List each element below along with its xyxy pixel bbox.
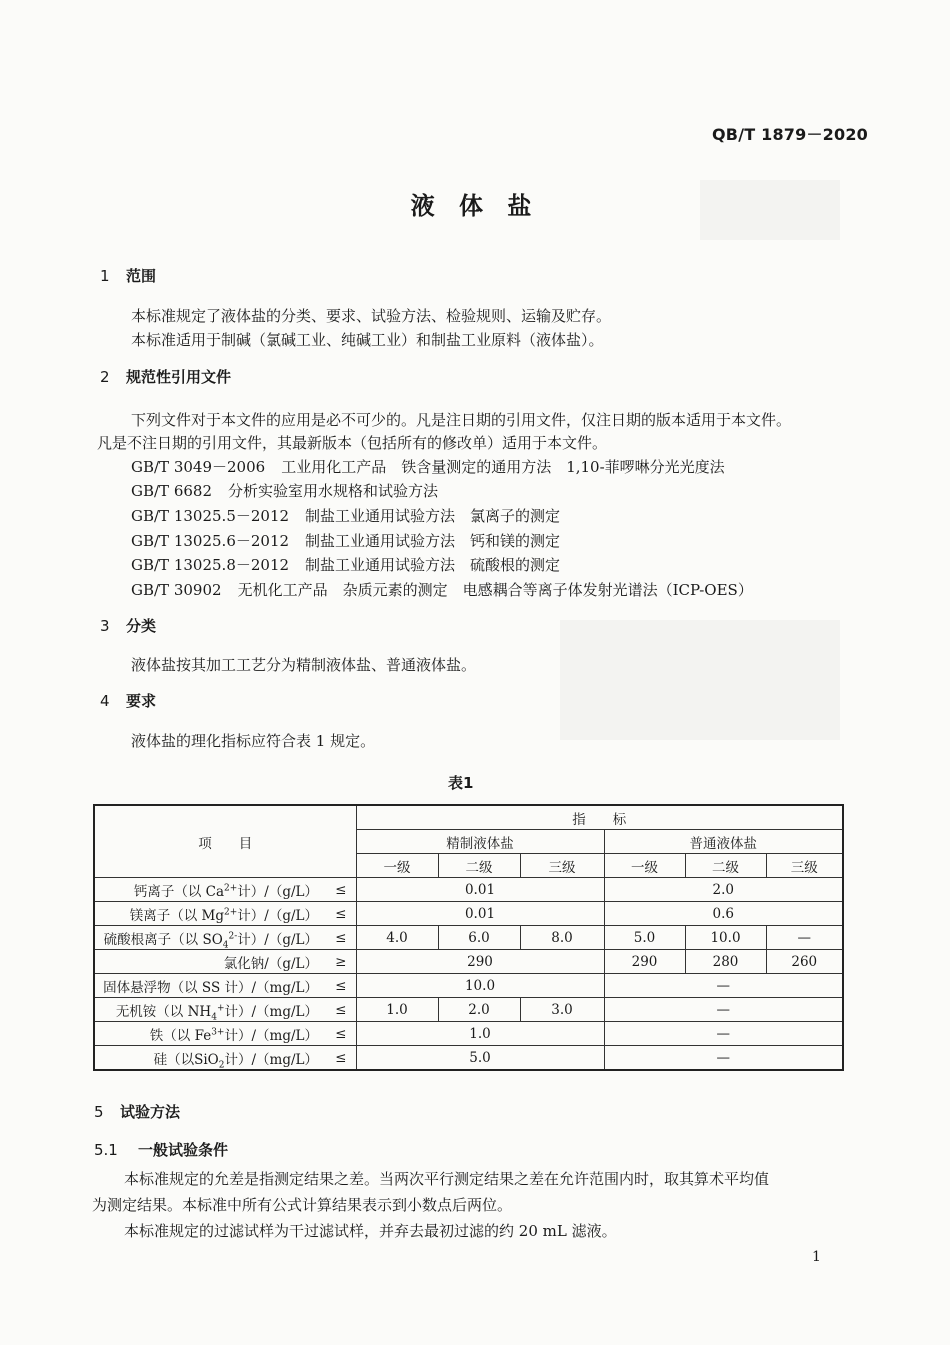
section-2-para-1a: 下列文件对于本文件的应用是必不可少的。凡是注日期的引用文件，仅注日期的版本适用于本文件。: [131, 411, 792, 429]
cell: 1.0: [356, 1022, 604, 1046]
table-row: [94, 974, 843, 998]
bleed-through: [560, 620, 840, 740]
grade-header: 二级: [438, 854, 520, 878]
row-operator: ≤: [326, 1022, 356, 1046]
table-row: [94, 878, 843, 902]
reference-item: GB/T 13025.8－2012 制盐工业通用试验方法 硫酸根的测定: [131, 556, 561, 574]
cell: —: [604, 998, 843, 1022]
section-2-para-1b: 凡是不注日期的引用文件，其最新版本（包括所有的修改单）适用于本文件。: [97, 434, 608, 452]
cell: —: [766, 926, 843, 950]
table-row: [94, 1022, 843, 1046]
cell: —: [604, 1022, 843, 1046]
spec-table: [93, 804, 844, 1071]
standard-number: QB/T 1879－2020: [712, 125, 868, 144]
table-header-row: [94, 805, 843, 830]
ordinary-header: 普通液体盐: [604, 830, 843, 854]
refined-header: 精制液体盐: [356, 830, 604, 854]
cell: 2.0: [438, 998, 520, 1022]
section-5-1-para-1a: 本标准规定的允差是指测定结果之差。当两次平行测定结果之差在允许范围内时，取其算术平均值: [124, 1170, 770, 1188]
cell: —: [604, 1046, 843, 1071]
section-1-para-1: 本标准规定了液体盐的分类、要求、试验方法、检验规则、运输及贮存。: [131, 307, 612, 325]
cell: 3.0: [520, 998, 604, 1022]
cell: 10.0: [685, 926, 766, 950]
row-label: 固体悬浮物（以 SS 计）/（mg/L）: [94, 974, 326, 998]
row-label: 硅（以SiO$_2$计）/（mg/L）: [94, 1046, 326, 1071]
row-operator: ≤: [326, 926, 356, 950]
row-operator: ≤: [326, 878, 356, 902]
cell: 290: [604, 950, 685, 974]
cell: 0.6: [604, 902, 843, 926]
row-label: 钙离子（以 $Ca^{2+}$计）/（g/L）: [94, 878, 326, 902]
row-operator: ≤: [326, 1046, 356, 1071]
reference-item: GB/T 13025.6－2012 制盐工业通用试验方法 钙和镁的测定: [131, 532, 561, 550]
cell: 5.0: [356, 1046, 604, 1071]
cell: 260: [766, 950, 843, 974]
grade-header: 一级: [604, 854, 685, 878]
cell: 10.0: [356, 974, 604, 998]
cell: 5.0: [604, 926, 685, 950]
row-operator: ≤: [326, 902, 356, 926]
reference-item: GB/T 13025.5－2012 制盐工业通用试验方法 氯离子的测定: [131, 507, 561, 525]
cell: 6.0: [438, 926, 520, 950]
document-title: 液 体 盐: [410, 192, 540, 220]
index-header: 指 标: [356, 805, 843, 830]
grade-header: 三级: [520, 854, 604, 878]
cell: 0.01: [356, 902, 604, 926]
section-5-1-para-1b: 为测定结果。本标准中所有公式计算结果表示到小数点后两位。: [92, 1196, 513, 1214]
section-1-para-2: 本标准适用于制碱（氯碱工业、纯碱工业）和制盐工业原料（液体盐）。: [131, 331, 604, 349]
row-label: 硫酸根离子（以 $SO_4^{2-}$计）/（g/L）: [94, 926, 326, 950]
cell: 290: [356, 950, 604, 974]
reference-item: GB/T 3049－2006 工业用化工产品 铁含量测定的通用方法 1,10-菲啰啉分光光度法: [131, 458, 725, 476]
row-label: 镁离子（以 $Mg^{2+}$计）/（g/L）: [94, 902, 326, 926]
table-row: [94, 926, 843, 950]
cell: 280: [685, 950, 766, 974]
cell: 8.0: [520, 926, 604, 950]
section-2-heading: 2 规范性引用文件: [100, 368, 232, 386]
table-row: [94, 1046, 843, 1071]
table-row: [94, 950, 843, 974]
grade-header: 三级: [766, 854, 843, 878]
row-label: 氯化钠/（g/L）: [94, 950, 326, 974]
row-operator: ≤: [326, 998, 356, 1022]
section-1-heading: 1 范围: [100, 267, 157, 285]
cell: 1.0: [356, 998, 438, 1022]
cell: 0.01: [356, 878, 604, 902]
reference-item: GB/T 6682 分析实验室用水规格和试验方法: [131, 482, 439, 500]
row-label: 铁（以 $Fe^{3+}$计）/（mg/L）: [94, 1022, 326, 1046]
reference-item: GB/T 30902 无机化工产品 杂质元素的测定 电感耦合等离子体发射光谱法（ICP-OES）: [131, 581, 753, 599]
section-3-heading: 3 分类: [100, 617, 157, 635]
row-label: 无机铵（以 $NH_4^+$计）/（mg/L）: [94, 998, 326, 1022]
table-row: [94, 998, 843, 1022]
item-header: 项 目: [94, 805, 356, 878]
table-row: [94, 902, 843, 926]
cell: 2.0: [604, 878, 843, 902]
grade-header: 二级: [685, 854, 766, 878]
section-5-1-para-2: 本标准规定的过滤试样为干过滤试样，并弃去最初过滤的约 20 mL 滤液。: [124, 1222, 617, 1240]
cell: —: [604, 974, 843, 998]
cell: 4.0: [356, 926, 438, 950]
row-operator: ≥: [326, 950, 356, 974]
row-operator: ≤: [326, 974, 356, 998]
table-caption: 表1: [448, 774, 474, 792]
page-number: 1: [812, 1249, 821, 1265]
section-5-heading: 5 试验方法: [94, 1103, 181, 1121]
grade-header: 一级: [356, 854, 438, 878]
section-4-para: 液体盐的理化指标应符合表 1 规定。: [131, 732, 376, 750]
section-4-heading: 4 要求: [100, 692, 157, 710]
section-5-1-heading: 5.1 一般试验条件: [94, 1141, 229, 1159]
section-3-para: 液体盐按其加工工艺分为精制液体盐、普通液体盐。: [131, 656, 477, 674]
